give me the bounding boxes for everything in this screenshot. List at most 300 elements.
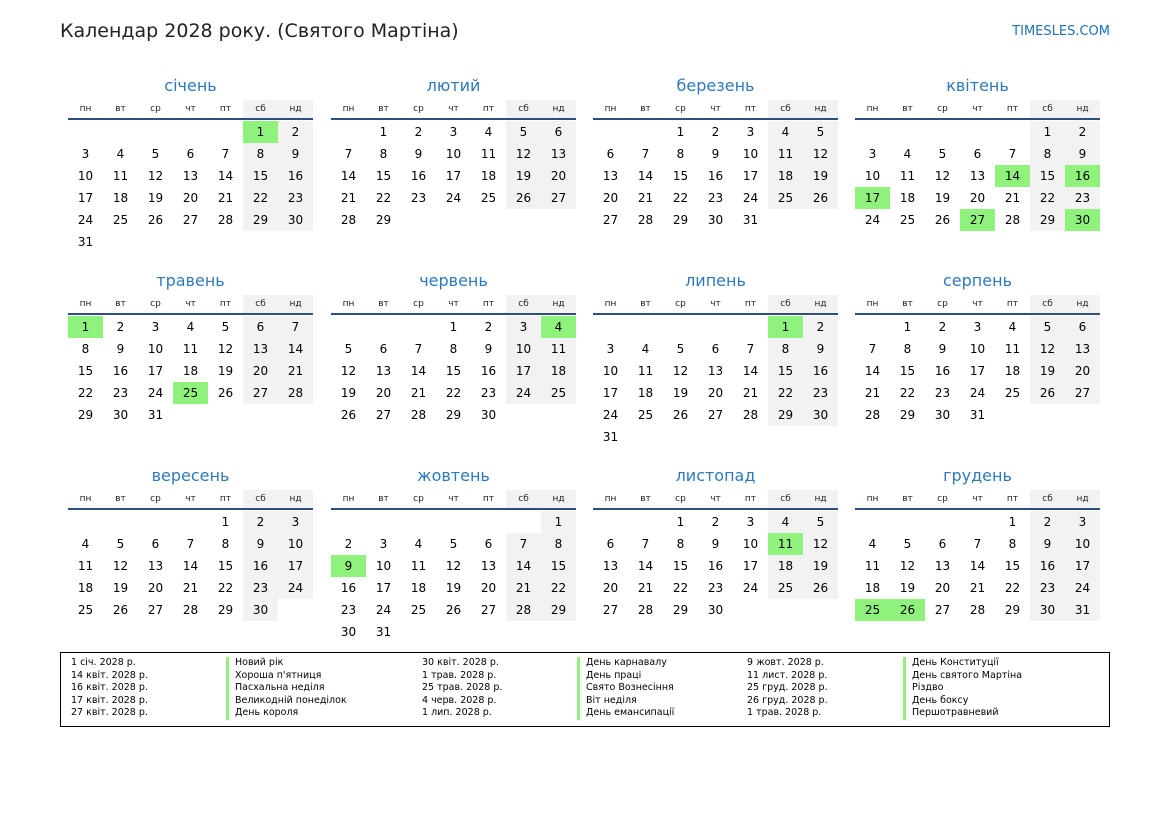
legend-date: 25 груд. 2028 р. xyxy=(747,682,828,694)
day-cell: 8 xyxy=(676,537,685,551)
weekday-label: пн xyxy=(604,104,617,114)
month-name: квітень xyxy=(946,76,1009,95)
day-cell: 16 xyxy=(1030,555,1065,577)
month-7 xyxy=(593,267,838,448)
day-cell: 20 xyxy=(243,360,278,382)
weekday-label: нд xyxy=(803,100,838,118)
weekday-header xyxy=(331,295,576,315)
month-name: липень xyxy=(685,271,746,290)
legend-date: 1 трав. 2028 р. xyxy=(422,669,497,681)
day-cell: 22 xyxy=(77,386,94,400)
day-cell: 17 xyxy=(602,386,619,400)
day-cell: 21 xyxy=(969,581,986,595)
weekday-label: ср xyxy=(150,104,161,114)
day-cell: 19 xyxy=(803,555,838,577)
weekday-label: ср xyxy=(937,299,948,309)
weekday-label: чт xyxy=(972,104,983,114)
day-cell: 3 xyxy=(506,316,541,338)
day-cell: 8 xyxy=(221,537,230,551)
day-cell: 20 xyxy=(1065,360,1100,382)
month-3 xyxy=(593,72,838,231)
day-cell: 17 xyxy=(375,581,392,595)
month-6 xyxy=(331,267,576,426)
day-cell: 13 xyxy=(934,559,951,573)
day-cell: 8 xyxy=(81,342,90,356)
day-cell: 15 xyxy=(672,169,689,183)
day-cell: 5 xyxy=(506,121,541,143)
day-cell: 23 xyxy=(803,382,838,404)
day-cell: 8 xyxy=(541,533,576,555)
day-cell: 19 xyxy=(445,581,462,595)
day-cell: 14 xyxy=(742,364,759,378)
day-cell: 16 xyxy=(707,169,724,183)
month-name: листопад xyxy=(675,466,756,485)
day-cell: 12 xyxy=(445,559,462,573)
weekday-label: пт xyxy=(1006,299,1019,309)
month-5 xyxy=(68,267,313,426)
legend-dates-col-3 xyxy=(747,657,828,720)
weekday-label: нд xyxy=(278,100,313,118)
day-cell: 27 xyxy=(182,213,199,227)
day-cell: 6 xyxy=(1065,316,1100,338)
day-cell: 26 xyxy=(112,603,129,617)
day-cell: 28 xyxy=(410,408,427,422)
empty-cell xyxy=(855,511,890,533)
day-cell: 20 xyxy=(480,581,497,595)
day-cell: 30 xyxy=(707,603,724,617)
day-cell: 27 xyxy=(243,382,278,404)
day-cell: 22 xyxy=(1004,581,1021,595)
day-cell: 25 xyxy=(77,603,94,617)
weekday-label: пт xyxy=(482,104,495,114)
day-cell: 1 xyxy=(903,320,912,334)
day-cell: 29 xyxy=(768,404,803,426)
weekday-label: сб xyxy=(768,295,803,313)
weekday-label: вт xyxy=(640,494,651,504)
day-cell: 3 xyxy=(278,511,313,533)
empty-cell xyxy=(890,511,925,533)
day-cell: 13 xyxy=(480,559,497,573)
day-cell: 14 xyxy=(410,364,427,378)
legend-names-col-2 xyxy=(577,657,674,720)
day-cell: 24 xyxy=(969,386,986,400)
day-cell: 7 xyxy=(344,147,353,161)
day-cell: 12 xyxy=(899,559,916,573)
weekday-label: сб xyxy=(1030,490,1065,508)
day-cell: 5 xyxy=(344,342,353,356)
day-cell: 15 xyxy=(445,364,462,378)
day-cell: 31 xyxy=(147,408,164,422)
weekday-label: пт xyxy=(219,104,232,114)
day-cell: 21 xyxy=(637,191,654,205)
day-cell: 7 xyxy=(641,147,650,161)
legend-date: 1 лип. 2028 р. xyxy=(422,707,492,719)
weekday-label: чт xyxy=(710,494,721,504)
legend-holiday-name: День короля xyxy=(226,707,347,720)
day-cell: 4 xyxy=(868,537,877,551)
day-cell: 18 xyxy=(112,191,129,205)
day-cell: 15 xyxy=(243,165,278,187)
day-cell: 16 xyxy=(410,169,427,183)
weekday-header xyxy=(593,100,838,120)
day-cell: 9 xyxy=(484,342,493,356)
weekday-label: вт xyxy=(902,104,913,114)
day-cell: 20 xyxy=(541,165,576,187)
weekday-label: ср xyxy=(150,494,161,504)
legend-date: 25 трав. 2028 р. xyxy=(422,682,503,694)
day-cell: 1 xyxy=(449,320,458,334)
day-cell: 26 xyxy=(340,408,357,422)
legend-names-col-1 xyxy=(226,657,347,720)
day-cell: 4 xyxy=(414,537,423,551)
empty-cell xyxy=(103,511,138,533)
day-cell: 27 xyxy=(147,603,164,617)
day-cell: 27 xyxy=(602,213,619,227)
day-cell: 19 xyxy=(672,386,689,400)
legend-date: 11 лист. 2028 р. xyxy=(747,669,828,681)
day-cell: 21 xyxy=(742,386,759,400)
holiday-day-cell: 30 xyxy=(1065,209,1100,231)
day-cell: 27 xyxy=(934,603,951,617)
day-cell: 9 xyxy=(1030,533,1065,555)
day-cell: 3 xyxy=(1065,511,1100,533)
day-cell: 7 xyxy=(746,342,755,356)
weekday-label: вт xyxy=(902,299,913,309)
holiday-legend xyxy=(60,652,1110,727)
day-cell: 26 xyxy=(934,213,951,227)
day-cell: 6 xyxy=(151,537,160,551)
day-cell: 12 xyxy=(672,364,689,378)
day-cell: 17 xyxy=(77,191,94,205)
weekday-label: нд xyxy=(1065,295,1100,313)
weekday-label: нд xyxy=(1065,490,1100,508)
day-cell: 21 xyxy=(340,191,357,205)
day-cell: 11 xyxy=(1004,342,1021,356)
day-cell: 3 xyxy=(379,537,388,551)
day-cell: 8 xyxy=(449,342,458,356)
day-cell: 18 xyxy=(899,191,916,205)
weekday-header xyxy=(331,490,576,510)
legend-date: 17 квіт. 2028 р. xyxy=(71,694,148,706)
day-grid xyxy=(593,511,838,621)
weekday-label: пт xyxy=(1006,104,1019,114)
legend-holiday-name: Першотравневий xyxy=(903,707,1022,720)
day-cell: 13 xyxy=(707,364,724,378)
day-cell: 24 xyxy=(445,191,462,205)
day-cell: 26 xyxy=(217,386,234,400)
day-cell: 20 xyxy=(147,581,164,595)
day-cell: 16 xyxy=(707,559,724,573)
day-cell: 10 xyxy=(742,147,759,161)
weekday-label: сб xyxy=(506,100,541,118)
weekday-label: пн xyxy=(866,494,879,504)
holiday-day-cell: 16 xyxy=(1065,165,1100,187)
day-cell: 14 xyxy=(864,364,881,378)
day-cell: 26 xyxy=(672,408,689,422)
day-cell: 10 xyxy=(602,364,619,378)
day-cell: 13 xyxy=(1065,338,1100,360)
day-cell: 14 xyxy=(969,559,986,573)
day-cell: 11 xyxy=(637,364,654,378)
day-cell: 16 xyxy=(803,360,838,382)
legend-date: 16 квіт. 2028 р. xyxy=(71,682,148,694)
day-cell: 11 xyxy=(182,342,199,356)
day-cell: 15 xyxy=(768,360,803,382)
day-cell: 6 xyxy=(186,147,195,161)
weekday-label: вт xyxy=(115,494,126,504)
weekday-header xyxy=(855,100,1100,120)
weekday-label: пт xyxy=(482,299,495,309)
weekday-label: нд xyxy=(803,295,838,313)
day-cell: 3 xyxy=(868,147,877,161)
day-cell: 6 xyxy=(541,121,576,143)
day-cell: 18 xyxy=(768,555,803,577)
day-cell: 17 xyxy=(506,360,541,382)
month-name: грудень xyxy=(943,466,1012,485)
day-cell: 22 xyxy=(672,581,689,595)
day-cell: 6 xyxy=(711,342,720,356)
day-cell: 5 xyxy=(803,121,838,143)
day-cell: 31 xyxy=(1065,599,1100,621)
legend-date: 26 груд. 2028 р. xyxy=(747,694,828,706)
day-cell: 3 xyxy=(746,515,755,529)
day-cell: 22 xyxy=(768,382,803,404)
weekday-label: вт xyxy=(115,299,126,309)
site-link[interactable]: TIMESLES.COM xyxy=(1012,24,1110,39)
day-cell: 23 xyxy=(1065,187,1100,209)
day-cell: 12 xyxy=(803,533,838,555)
day-cell: 10 xyxy=(742,537,759,551)
day-cell: 21 xyxy=(1004,191,1021,205)
weekday-label: нд xyxy=(278,490,313,508)
day-cell: 20 xyxy=(969,191,986,205)
day-cell: 12 xyxy=(217,342,234,356)
day-cell: 3 xyxy=(973,320,982,334)
day-cell: 17 xyxy=(147,364,164,378)
day-cell: 12 xyxy=(147,169,164,183)
weekday-label: сб xyxy=(243,490,278,508)
day-cell: 11 xyxy=(864,559,881,573)
day-cell: 18 xyxy=(480,169,497,183)
day-cell: 27 xyxy=(375,408,392,422)
day-cell: 10 xyxy=(506,338,541,360)
weekday-label: ср xyxy=(413,299,424,309)
month-1 xyxy=(68,72,313,253)
day-cell: 31 xyxy=(602,430,619,444)
day-cell: 28 xyxy=(637,603,654,617)
empty-cell xyxy=(208,121,243,143)
day-cell: 6 xyxy=(606,147,615,161)
day-cell: 14 xyxy=(637,559,654,573)
day-cell: 4 xyxy=(903,147,912,161)
empty-cell xyxy=(471,511,506,533)
day-cell: 15 xyxy=(672,559,689,573)
month-8 xyxy=(855,267,1100,426)
weekday-label: пт xyxy=(744,104,757,114)
weekday-label: пт xyxy=(219,494,232,504)
day-cell: 28 xyxy=(278,382,313,404)
weekday-label: ср xyxy=(675,494,686,504)
day-cell: 29 xyxy=(217,603,234,617)
day-cell: 18 xyxy=(182,364,199,378)
day-cell: 23 xyxy=(410,191,427,205)
weekday-label: пн xyxy=(604,494,617,504)
legend-holiday-name: Новий рік xyxy=(226,657,347,670)
day-cell: 24 xyxy=(375,603,392,617)
day-cell: 20 xyxy=(375,386,392,400)
day-cell: 23 xyxy=(934,386,951,400)
day-cell: 7 xyxy=(1008,147,1017,161)
day-cell: 23 xyxy=(480,386,497,400)
empty-cell xyxy=(401,316,436,338)
weekday-header xyxy=(68,100,313,120)
weekday-label: чт xyxy=(448,104,459,114)
day-cell: 20 xyxy=(707,386,724,400)
day-cell: 4 xyxy=(484,125,493,139)
day-cell: 25 xyxy=(768,577,803,599)
empty-cell xyxy=(331,121,366,143)
day-cell: 28 xyxy=(864,408,881,422)
day-cell: 14 xyxy=(637,169,654,183)
empty-cell xyxy=(436,511,471,533)
day-cell: 9 xyxy=(414,147,423,161)
empty-cell xyxy=(331,316,366,338)
day-cell: 27 xyxy=(480,603,497,617)
weekday-label: сб xyxy=(1030,295,1065,313)
day-cell: 8 xyxy=(243,143,278,165)
weekday-label: пт xyxy=(744,299,757,309)
day-cell: 15 xyxy=(541,555,576,577)
day-cell: 18 xyxy=(77,581,94,595)
day-cell: 13 xyxy=(243,338,278,360)
day-cell: 28 xyxy=(969,603,986,617)
day-cell: 23 xyxy=(243,577,278,599)
day-cell: 29 xyxy=(672,603,689,617)
weekday-label: пн xyxy=(866,104,879,114)
weekday-label: чт xyxy=(710,104,721,114)
day-cell: 30 xyxy=(934,408,951,422)
day-grid xyxy=(593,121,838,231)
day-cell: 21 xyxy=(506,577,541,599)
legend-holiday-name: Хороша п'ятниця xyxy=(226,670,347,683)
day-cell: 11 xyxy=(77,559,94,573)
month-name: травень xyxy=(156,271,225,290)
day-cell: 13 xyxy=(182,169,199,183)
holiday-day-cell: 9 xyxy=(331,555,366,577)
day-cell: 4 xyxy=(186,320,195,334)
day-cell: 26 xyxy=(803,187,838,209)
weekday-label: вт xyxy=(115,104,126,114)
day-cell: 12 xyxy=(340,364,357,378)
day-cell: 27 xyxy=(602,603,619,617)
day-cell: 7 xyxy=(221,147,230,161)
day-cell: 9 xyxy=(711,537,720,551)
day-cell: 28 xyxy=(742,408,759,422)
day-cell: 3 xyxy=(746,125,755,139)
day-cell: 21 xyxy=(278,360,313,382)
day-cell: 29 xyxy=(1030,209,1065,231)
day-cell: 9 xyxy=(116,342,125,356)
day-cell: 28 xyxy=(340,213,357,227)
day-grid xyxy=(855,511,1100,621)
day-cell: 17 xyxy=(742,169,759,183)
holiday-day-cell: 17 xyxy=(855,187,890,209)
empty-cell xyxy=(593,316,628,338)
weekday-label: вт xyxy=(378,494,389,504)
day-cell: 13 xyxy=(375,364,392,378)
day-cell: 31 xyxy=(742,213,759,227)
month-name: вересень xyxy=(151,466,230,485)
weekday-label: ср xyxy=(150,299,161,309)
day-cell: 22 xyxy=(375,191,392,205)
weekday-label: нд xyxy=(541,295,576,313)
day-cell: 3 xyxy=(81,147,90,161)
day-cell: 30 xyxy=(1030,599,1065,621)
day-cell: 15 xyxy=(1004,559,1021,573)
legend-holiday-name: День праці xyxy=(577,670,674,683)
day-cell: 8 xyxy=(903,342,912,356)
legend-dates-col-1 xyxy=(71,657,148,720)
day-cell: 29 xyxy=(1004,603,1021,617)
day-cell: 13 xyxy=(969,169,986,183)
empty-cell xyxy=(366,511,401,533)
empty-cell xyxy=(138,121,173,143)
day-cell: 26 xyxy=(803,577,838,599)
day-cell: 10 xyxy=(278,533,313,555)
day-cell: 7 xyxy=(641,537,650,551)
day-cell: 7 xyxy=(973,537,982,551)
day-cell: 5 xyxy=(1030,316,1065,338)
day-cell: 18 xyxy=(864,581,881,595)
weekday-header xyxy=(331,100,576,120)
day-cell: 28 xyxy=(1004,213,1021,227)
weekday-label: чт xyxy=(448,494,459,504)
day-cell: 10 xyxy=(77,169,94,183)
legend-date: 1 трав. 2028 р. xyxy=(747,707,822,719)
legend-holiday-name: Свято Вознесіння xyxy=(577,682,674,695)
day-cell: 19 xyxy=(506,165,541,187)
weekday-label: нд xyxy=(803,490,838,508)
weekday-label: сб xyxy=(243,100,278,118)
weekday-label: сб xyxy=(506,295,541,313)
day-cell: 20 xyxy=(934,581,951,595)
day-cell: 30 xyxy=(803,404,838,426)
day-cell: 30 xyxy=(707,213,724,227)
day-cell: 10 xyxy=(445,147,462,161)
weekday-label: вт xyxy=(640,299,651,309)
month-name: січень xyxy=(164,76,217,95)
weekday-label: чт xyxy=(710,299,721,309)
day-cell: 25 xyxy=(410,603,427,617)
day-cell: 28 xyxy=(182,603,199,617)
day-cell: 22 xyxy=(899,386,916,400)
day-cell: 18 xyxy=(637,386,654,400)
weekday-label: чт xyxy=(972,299,983,309)
day-cell: 10 xyxy=(1065,533,1100,555)
day-cell: 26 xyxy=(445,603,462,617)
day-cell: 5 xyxy=(151,147,160,161)
day-cell: 28 xyxy=(217,213,234,227)
day-cell: 15 xyxy=(217,559,234,573)
day-cell: 9 xyxy=(938,342,947,356)
day-cell: 20 xyxy=(602,191,619,205)
month-2 xyxy=(331,72,576,231)
day-cell: 19 xyxy=(899,581,916,595)
day-cell: 2 xyxy=(344,537,353,551)
day-cell: 17 xyxy=(742,559,759,573)
day-cell: 5 xyxy=(449,537,458,551)
day-cell: 23 xyxy=(112,386,129,400)
